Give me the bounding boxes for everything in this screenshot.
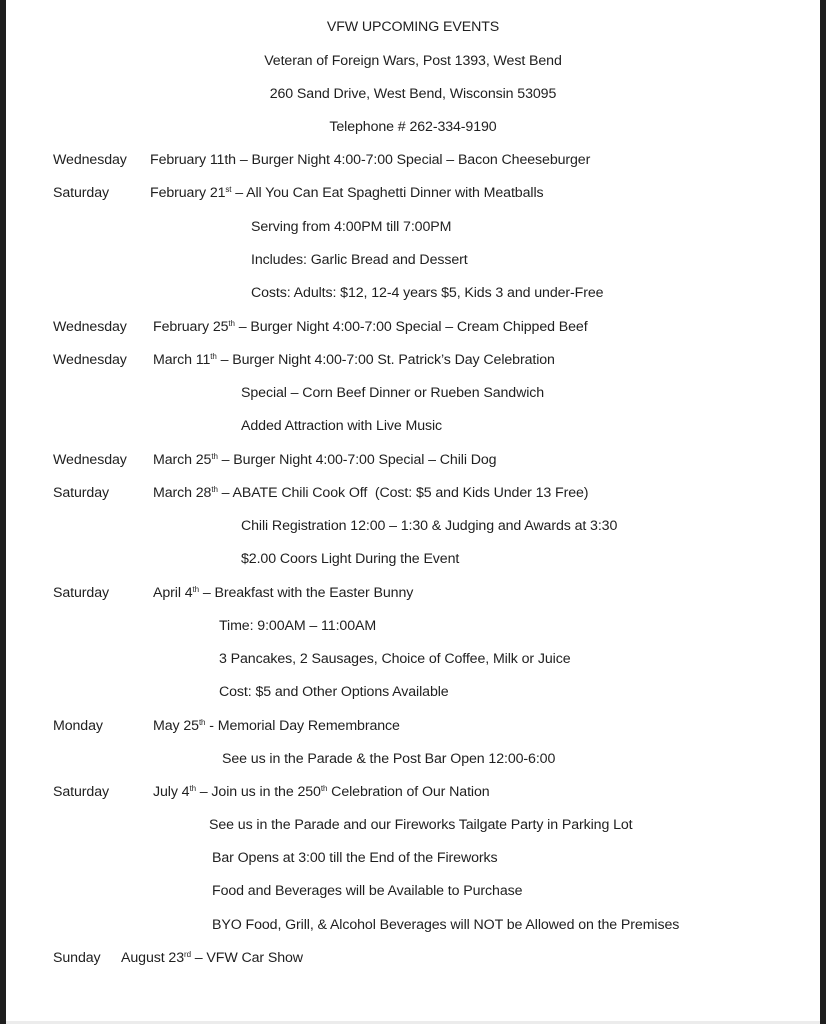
event-detail: See us in the Parade & the Post Bar Open 12:00-6:00	[222, 751, 556, 767]
event-title: – Burger Night 4:00-7:00 St. Patrick’s Day Celebration	[216, 352, 555, 368]
event-detail: Chili Registration 12:00 – 1:30 & Judging and Awards at 3:30	[241, 518, 618, 534]
event-detail: $2.00 Coors Light During the Event	[241, 551, 460, 567]
event-detail: Cost: $5 and Other Options Available	[219, 684, 449, 700]
event-title: – Breakfast with the Easter Bunny	[199, 585, 414, 601]
event-detail: See us in the Parade and our Fireworks Tailgate Party in Parking Lot	[209, 817, 633, 833]
ordinal-suffix: th	[320, 784, 328, 793]
event-headline	[150, 151, 590, 169]
event-title: – Burger Night 4:00-7:00 Special – Bacon Cheeseburger	[235, 152, 591, 168]
event-detail: Special – Corn Beef Dinner or Rueben Sandwich	[241, 385, 545, 401]
event-date: March 28	[153, 485, 212, 501]
event-date: February 21	[150, 185, 226, 201]
date-suffix: th	[211, 485, 218, 494]
event-title: – VFW Car Show	[190, 950, 303, 966]
event-detail: Added Attraction with Live Music	[241, 418, 443, 434]
event-date: May 25	[153, 718, 199, 734]
date-suffix: th	[189, 784, 196, 793]
event-detail: Costs: Adults: $12, 12-4 years $5, Kids 3 and under-Free	[251, 285, 604, 301]
event-day: Wednesday	[53, 452, 127, 468]
event-day: Wednesday	[53, 352, 127, 368]
event-day: Saturday	[53, 585, 109, 601]
event-title: – All You Can Eat Spaghetti Dinner with Meatballs	[231, 185, 544, 201]
window-border-left	[0, 0, 6, 1024]
event-title: – Burger Night 4:00-7:00 Special – Chili Dog	[217, 452, 497, 468]
telephone: Telephone # 262-334-9190	[329, 119, 497, 135]
event-day: Sunday	[53, 950, 101, 966]
window-border-right	[820, 0, 826, 1024]
date-suffix: th	[198, 718, 206, 727]
event-day: Saturday	[53, 784, 109, 800]
event-headline	[153, 351, 555, 369]
address: 260 Sand Drive, West Bend, Wisconsin 53095	[269, 86, 557, 102]
event-headline	[153, 717, 400, 735]
event-date: March 25	[153, 452, 212, 468]
event-detail: Bar Opens at 3:00 till the End of the Fireworks	[212, 850, 498, 866]
event-date: March 11	[153, 352, 211, 368]
event-day: Saturday	[53, 485, 109, 501]
event-headline	[121, 949, 303, 967]
event-date: February 25	[153, 319, 229, 335]
event-headline	[153, 484, 588, 502]
date-suffix: th	[210, 352, 217, 361]
event-title: – ABATE Chili Cook Off (Cost: $5 and Kids Under 13 Free)	[217, 485, 589, 501]
event-date: July 4	[153, 784, 190, 800]
event-day: Wednesday	[53, 319, 127, 335]
event-detail: Food and Beverages will be Available to Purchase	[212, 883, 523, 899]
event-detail: BYO Food, Grill, & Alcohol Beverages will NOT be Allowed on the Premises	[212, 917, 680, 933]
date-suffix: th	[192, 585, 199, 594]
event-detail: Time: 9:00AM – 11:00AM	[219, 618, 377, 634]
event-title: – Burger Night 4:00-7:00 Special – Cream Chipped Beef	[234, 319, 588, 335]
date-suffix: rd	[184, 950, 191, 959]
event-headline	[153, 451, 496, 469]
event-date: August 23	[121, 950, 184, 966]
event-headline	[150, 184, 544, 202]
event-detail: Includes: Garlic Bread and Dessert	[251, 252, 468, 268]
event-headline	[153, 318, 588, 336]
event-date: April 4	[153, 585, 193, 601]
event-date: February 11th	[150, 152, 236, 168]
event-title-part: Celebration of Our Nation	[327, 784, 490, 800]
date-suffix: st	[225, 185, 232, 194]
event-title-part: – Join us in the 250	[195, 784, 321, 800]
event-day: Saturday	[53, 185, 109, 201]
event-detail: Serving from 4:00PM till 7:00PM	[251, 219, 452, 235]
document-title: VFW UPCOMING EVENTS	[326, 19, 500, 35]
event-title: - Memorial Day Remembrance	[205, 718, 400, 734]
event-headline	[153, 783, 490, 801]
event-day: Wednesday	[53, 152, 127, 168]
organization-name: Veteran of Foreign Wars, Post 1393, West Bend	[264, 53, 562, 69]
event-day: Monday	[53, 718, 103, 734]
event-headline	[153, 584, 413, 602]
event-detail: 3 Pancakes, 2 Sausages, Choice of Coffee, Milk or Juice	[219, 651, 571, 667]
date-suffix: th	[211, 452, 218, 461]
date-suffix: th	[228, 319, 235, 328]
